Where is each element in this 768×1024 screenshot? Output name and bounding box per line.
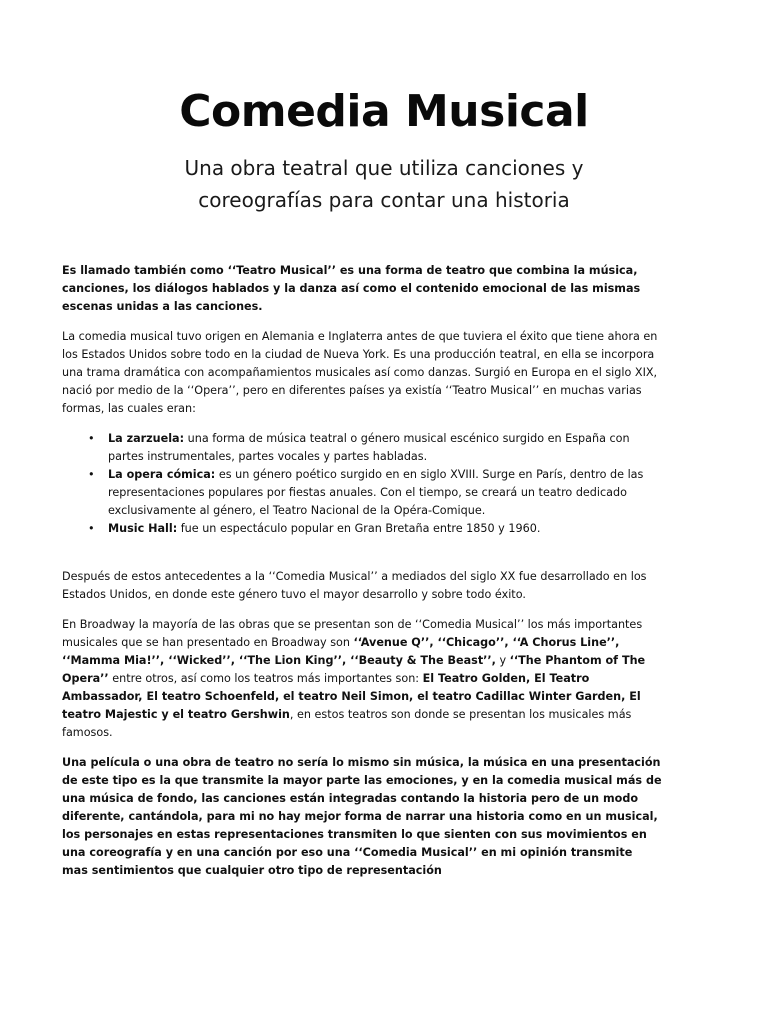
list-item-text: es un género poético surgido en en siglo XVIII. Surge en París, dentro de las representaciones populares por fiestas anuales. Con el tiempo, se creará un teatro dedicado exclusivamente al género, el Teatro Nacional de la Opéra-Comique. [108,468,644,517]
page-title: Comedia Musical [179,86,589,137]
broadway-paragraph [62,616,662,742]
intro-paragraph: Es llamado también como ‘‘Teatro Musical’’ es una forma de teatro que combina la música, canciones, los diálogos hablados y la danza así como el contenido emocional de las mismas escenas unidas a las canciones. [62,264,641,313]
list-item-term: La opera cómica: [108,468,216,481]
document-body [62,262,662,892]
broadway-text-1: En Broadway la mayoría de las obras que se presentan son de ‘‘Comedia Musical’’ los más importantes musicales que se han presentado en Broadway son [62,618,643,649]
list-item-music-hall [88,520,662,538]
list-item-term: Music Hall: [108,522,178,535]
broadway-text-2: y [495,654,510,667]
bullet-icon: • [88,522,95,535]
list-item-text: una forma de música teatral o género musical escénico surgido en España con partes instrumentales, partes vocales y partes habladas. [108,432,630,463]
broadway-musicals: ‘‘Avenue Q’’, ‘‘Chicago’’, ‘‘A Chorus Line’’, ‘‘Mamma Mia!’’, ‘‘Wicked’’, ‘‘The Lion King’’, ‘‘Beauty & The Beast’’, [62,636,620,667]
list-item-zarzuela [88,430,662,466]
broadway-text-4: , en estos teatros son donde se presentan los musicales más famosos. [62,708,632,739]
broadway-text-3: entre otros, así como los teatros más importantes son: [108,672,423,685]
closing-paragraph: Una película o una obra de teatro no sería lo mismo sin música, la música en una presentación de este tipo es la que transmite la mayor parte las emociones, y en la comedia musical más de una música de fondo, las canciones están integradas contando la historia pero de un modo diferente, cantándola, para mi no hay mejor forma de narrar una historia como en un musical, los personajes en estas representaciones transmiten lo que sienten con sus movimientos en una coreografía y en una canción por eso una ‘‘Comedia Musical’’ en mi opinión transmite mas sentimientos que cualquier otro tipo de representación [62,756,662,877]
broadway-phantom: ‘‘The Phantom of The Opera’’ [62,654,646,685]
forms-list [62,430,662,538]
origin-paragraph: La comedia musical tuvo origen en Alemania e Inglaterra antes de que tuviera el éxito que tiene ahora en los Estados Unidos sobre todo en la ciudad de Nueva York. Es una producción teatral, en ella se incorpora una trama dramática con acompañamientos musicales así como danzas. Surgió en Europa en el siglo XIX, nació por medio de la ‘‘Opera’’, pero en diferentes países ya existía ‘‘Teatro Musical’’ en muchas varias formas, las cuales eran: [62,330,658,415]
list-item-opera-comica [88,466,662,520]
bullet-icon: • [88,432,95,445]
list-item-text: fue un espectáculo popular en Gran Bretaña entre 1850 y 1960. [177,522,541,535]
development-paragraph: Después de estos antecedentes a la ‘‘Comedia Musical’’ a mediados del siglo XX fue desarrollado en los Estados Unidos, en donde este género tuvo el mayor desarrollo y sobre todo éxito. [62,570,647,601]
list-item-term: La zarzuela: [108,432,185,445]
broadway-theaters: El Teatro Golden, El Teatro Ambassador, El teatro Schoenfeld, el teatro Neil Simon, el teatro Cadillac Winter Garden, El teatro Majestic y el teatro Gershwin [62,672,641,721]
bullet-icon: • [88,468,95,481]
page-subtitle: Una obra teatral que utiliza canciones y coreografías para contar una historia [184,156,584,212]
